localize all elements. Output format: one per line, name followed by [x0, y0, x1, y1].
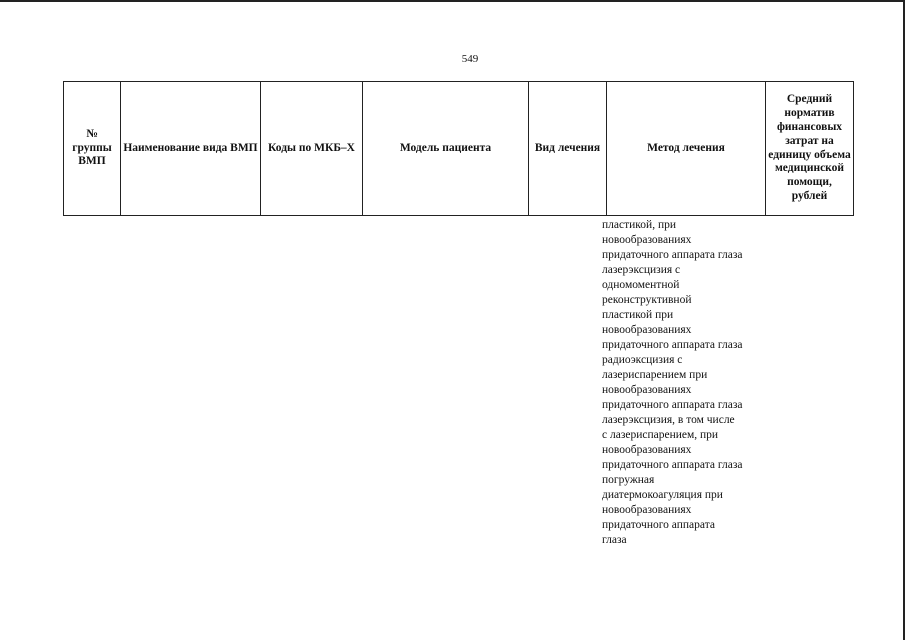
header-vmp-type: Наименование вида ВМП: [121, 82, 261, 216]
method-line: пластикой, при: [602, 219, 676, 231]
method-line: придаточного аппарата глаза: [602, 399, 743, 411]
header-treatment-method: Метод лечения: [607, 82, 766, 216]
treatment-method-text: [602, 218, 777, 548]
method-line: новообразованиях: [602, 384, 692, 396]
method-line: погружная: [602, 474, 655, 486]
header-cost-norm: Средний норматив финансовых затрат на единицу объема медицинской помощи, рублей: [766, 82, 854, 216]
header-group-number: № группы ВМП: [64, 82, 121, 216]
method-line: придаточного аппарата глаза: [602, 249, 743, 261]
header-treatment-type: Вид лечения: [529, 82, 607, 216]
method-line: придаточного аппарата: [602, 519, 715, 531]
method-line: новообразованиях: [602, 504, 692, 516]
header-table: [63, 81, 854, 216]
method-line: радиоэксцизия с: [602, 354, 683, 366]
method-line: пластикой при: [602, 309, 674, 321]
page-number: 549: [461, 53, 479, 65]
method-line: новообразованиях: [602, 444, 692, 456]
method-line: глаза: [602, 534, 627, 546]
method-line: лазерэксцизия, в том числе: [602, 414, 735, 426]
method-line: реконструктивной: [602, 294, 692, 306]
method-line: с лазериспарением, при: [602, 429, 719, 441]
header-patient-model: Модель пациента: [363, 82, 529, 216]
method-line: придаточного аппарата глаза: [602, 459, 743, 471]
method-line: придаточного аппарата глаза: [602, 339, 743, 351]
method-line: новообразованиях: [602, 324, 692, 336]
method-line: диатермокоагуляция при: [602, 489, 723, 501]
header-icd-codes: Коды по МКБ–Х: [261, 82, 363, 216]
method-line: одномоментной: [602, 279, 680, 291]
scan-edge-top: [0, 0, 905, 2]
method-line: новообразованиях: [602, 234, 692, 246]
header-row: [64, 82, 854, 216]
method-line: лазерэксцизия с: [602, 264, 681, 276]
method-line: лазериспарением при: [602, 369, 708, 381]
